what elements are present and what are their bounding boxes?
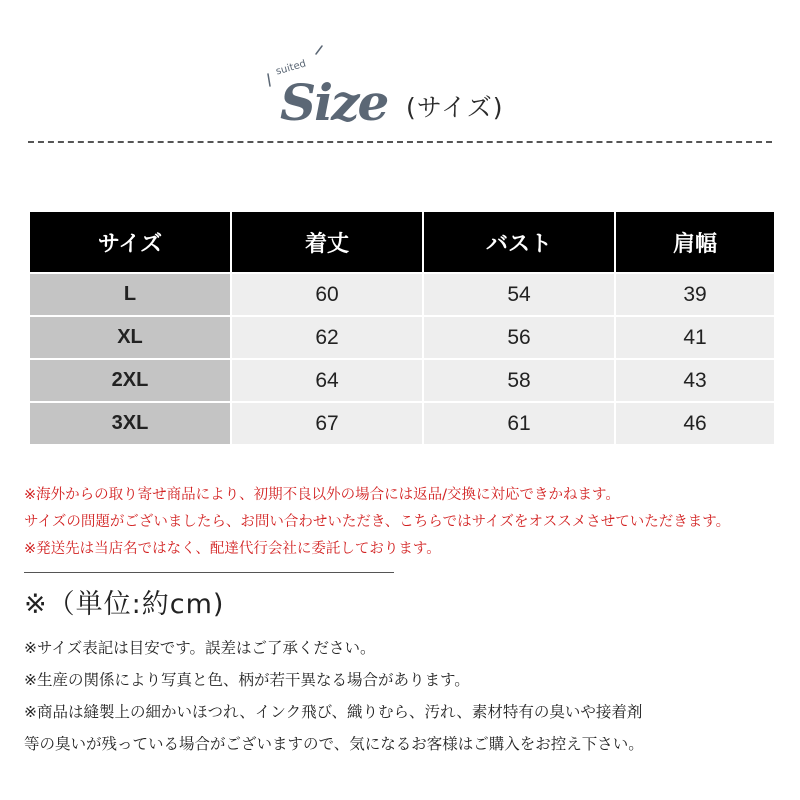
table-row (30, 274, 774, 315)
logo-small-text: suited (274, 58, 308, 78)
table-row (30, 403, 774, 444)
size-logo (262, 42, 402, 132)
disclaimer-note: ※商品は縫製上の細かいほつれ、インク飛び、織りむら、汚れ、素材特有の臭いや接着剤 (24, 703, 643, 721)
unit-label: ※（単位:約cm) (24, 589, 225, 620)
length-cell: 67 (232, 403, 422, 444)
disclaimer-note: ※サイズ表記は目安です。誤差はご了承ください。 (24, 639, 376, 657)
table-header-row (30, 212, 774, 272)
size-cell: 3XL (30, 403, 230, 444)
shoulder-cell: 41 (616, 317, 774, 358)
section-divider (24, 572, 394, 573)
table-row (30, 317, 774, 358)
length-cell: 62 (232, 317, 422, 358)
dashed-divider (28, 141, 772, 143)
size-cell: XL (30, 317, 230, 358)
shoulder-cell: 46 (616, 403, 774, 444)
column-header-shoulder: 肩幅 (616, 212, 774, 272)
warning-note-returns: ※海外からの取り寄せ商品により、初期不良以外の場合には返品/交換に対応できかねます。 (24, 487, 620, 503)
warning-notes (24, 482, 784, 563)
size-table (28, 210, 776, 446)
column-header-size: サイズ (30, 212, 230, 272)
bust-cell: 61 (424, 403, 614, 444)
shoulder-cell: 39 (616, 274, 774, 315)
shoulder-cell: 43 (616, 360, 774, 401)
page-title: (サイズ) (406, 93, 504, 122)
disclaimer-notes (24, 632, 784, 760)
warning-note-shipping: ※発送先は当店名ではなく、配達代行会社に委託しております。 (24, 541, 441, 557)
bust-cell: 54 (424, 274, 614, 315)
length-cell: 60 (232, 274, 422, 315)
disclaimer-note: 等の臭いが残っている場合がございますので、気になるお客様はご購入をお控え下さい。 (24, 735, 644, 753)
logo-main-text: Size (280, 73, 388, 132)
bust-cell: 56 (424, 317, 614, 358)
table-row (30, 360, 774, 401)
size-cell: 2XL (30, 360, 230, 401)
warning-note-size-inquiry: サイズの問題がございましたら、お問い合わせいただき、こちらではサイズをオススメさせていただきます。 (24, 514, 731, 530)
column-header-bust: バスト (424, 212, 614, 272)
header (0, 0, 800, 150)
bust-cell: 58 (424, 360, 614, 401)
size-cell: L (30, 274, 230, 315)
column-header-length: 着丈 (232, 212, 422, 272)
disclaimer-note: ※生産の関係により写真と色、柄が若干異なる場合があります。 (24, 671, 470, 689)
length-cell: 64 (232, 360, 422, 401)
